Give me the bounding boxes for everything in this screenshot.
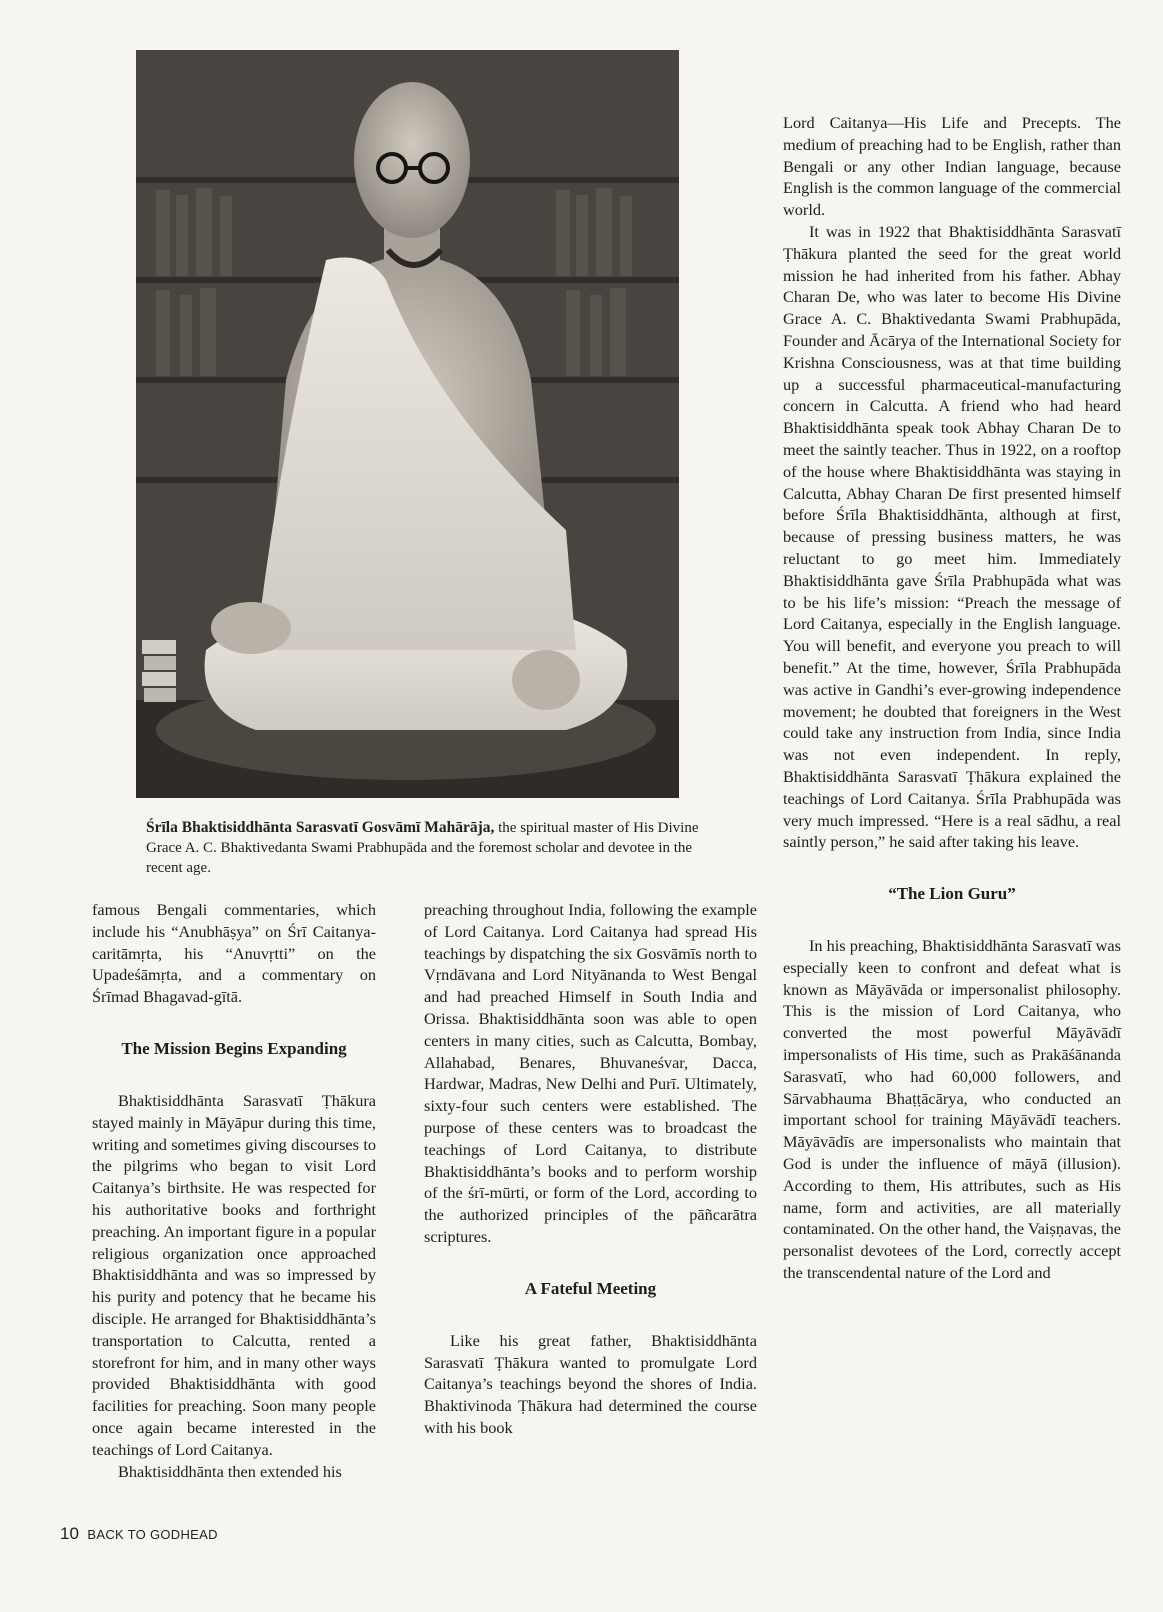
- section-heading-lion-guru: “The Lion Guru”: [888, 884, 1016, 904]
- column-3: [783, 112, 1121, 1284]
- caption-name: Śrīla Bhaktisiddhānta Sarasvatī Gosvāmī Mahārāja,: [146, 819, 495, 836]
- col2-paragraph-1: preaching throughout India, following the example of Lord Caitanya. Lord Caitanya had spread His teachings by dispatching the six Gosvāmīs north to Vṛndāvana and Lord Nityānanda to West Bengal and had preached Himself in South India and Orissa. Bhaktisiddhānta soon was able to open centers in many cities, such as Calcutta, Bombay, Allahabad, Benares, Bhuvaneśvar, Dacca, Hardwar, Madras, New Delhi and Purī. Ultimately, sixty-four such centers were established. The purpose of these centers was to broadcast the teachings of Lord Caitanya, to distribute Bhaktisiddhānta’s books and to perform worship of the śrī-mūrti, or form of the Lord, according to the authorized principles of the pāñcarātra scriptures.: [424, 900, 757, 1246]
- col2-paragraph-2: Like his great father, Bhaktisiddhānta Sarasvatī Ṭhākura wanted to promulgate Lord Caitanya’s teachings beyond the shores of India. Bhaktivinoda Ṭhākura had determined the course with his book: [424, 1330, 757, 1437]
- caption-text: the spiritual master of His Divine Grace A. C. Bhaktivedanta Swami Prabhupāda and the foremost scholar and devotee in the recent age.: [146, 820, 699, 876]
- portrait-photo: [136, 50, 679, 798]
- col3-paragraph-2: It was in 1922 that Bhaktisiddhānta Sarasvatī Ṭhākura planted the seed for the great world mission he had inherited from his father. Abhay Charan De, who was later to become His Divine Grace A. C. Bhaktivedanta Swami Prabhupāda, Founder and Ācārya of the International Society for Krishna Consciousness, was at that time building up a successful pharmaceutical-manufacturing concern in Calcutta. A friend who had heard Bhaktisiddhānta speak took Abhay Charan De to meet the saintly teacher. Thus in 1922, on a rooftop of the house where Bhaktisiddhānta was staying in Calcutta, Abhay Charan De first presented himself before Śrīla Bhaktisiddhānta, although at first, because of pressing business matters, he was reluctant to go meet him. Immediately Bhaktisiddhānta gave Śrīla Prabhupāda what was to be his life’s mission: “Preach the message of Lord Caitanya, especially in the English language. You will benefit, and everyone you preach to will benefit.” At the time, however, Śrīla Prabhupāda was active in Gandhi’s ever-growing independence movement; he doubted that foreigners in the West could take any instruction from India, since India was not even independent. In reply, Bhaktisiddhānta Sarasvatī Ṭhākura explained the teachings of Lord Caitanya. Śrīla Prabhupāda was very much impressed. “Here is a real sādhu, a real saintly person,” he said after taking his leave.: [783, 221, 1121, 852]
- photo-caption: [146, 818, 706, 878]
- column-1: [92, 899, 376, 1482]
- col3-paragraph-1: Lord Caitanya—His Life and Precepts. The medium of preaching had to be English, rather than Bengali or any other Indian language, because English is the common language of the commercial world.: [783, 113, 1121, 220]
- col1-paragraph-1: famous Bengali commentaries, which include his “Anubhāṣya” on Śrī Caitanya-caritāmṛta, his “Anuvṛtti” on the Upadeśāmṛta, and a commentary on Śrīmad Bhagavad-gītā.: [92, 900, 376, 1007]
- col3-paragraph-3: In his preaching, Bhaktisiddhānta Sarasvatī was especially keen to confront and defeat what is known as Māyāvāda or impersonalist philosophy. This is the mission of Lord Caitanya, who converted the most powerful Māyāvādī impersonalists of His time, such as Prakāśānanda Sarasvatī, who had 60,000 followers, and Sārvabhauma Bhaṭṭācārya, who conducted an important school for training Māyāvādī teachers. Māyāvādīs are impersonalists who maintain that God is under the influence of māyā (illusion). According to them, His attributes, such as His name, form and activities, are all materially contaminated. On the other hand, the Vaiṣṇavas, the personalist devotees of the Lord, correctly accept the transcendental nature of the Lord and: [783, 936, 1121, 1283]
- column-2: [424, 899, 757, 1439]
- col1-paragraph-2: Bhaktisiddhānta Sarasvatī Ṭhākura stayed mainly in Māyāpur during this time, writing and sometimes giving discourses to the pilgrims who began to visit Lord Caitanya’s birthsite. He was respected for his authoritative books and forthright preaching. An important figure in a popular religious organization once approached Bhaktisiddhānta and was so impressed by his purity and potency that he became his disciple. He arranged for Bhaktisiddhānta’s transportation to Calcutta, rented a storefront for him, and in many other ways provided Bhaktisiddhānta with good facilities for preaching. Soon many people once again became interested in the teachings of Lord Caitanya.: [92, 1090, 376, 1459]
- magazine-title: BACK TO GODHEAD: [87, 1527, 218, 1542]
- col1-paragraph-3: Bhaktisiddhānta then extended his: [118, 1461, 342, 1481]
- section-heading-meeting: A Fateful Meeting: [524, 1278, 657, 1298]
- page-footer: [60, 1524, 218, 1544]
- page-number: 10: [60, 1524, 79, 1543]
- section-heading-mission: The Mission Begins Expanding: [121, 1038, 347, 1058]
- portrait-icon: [136, 50, 679, 798]
